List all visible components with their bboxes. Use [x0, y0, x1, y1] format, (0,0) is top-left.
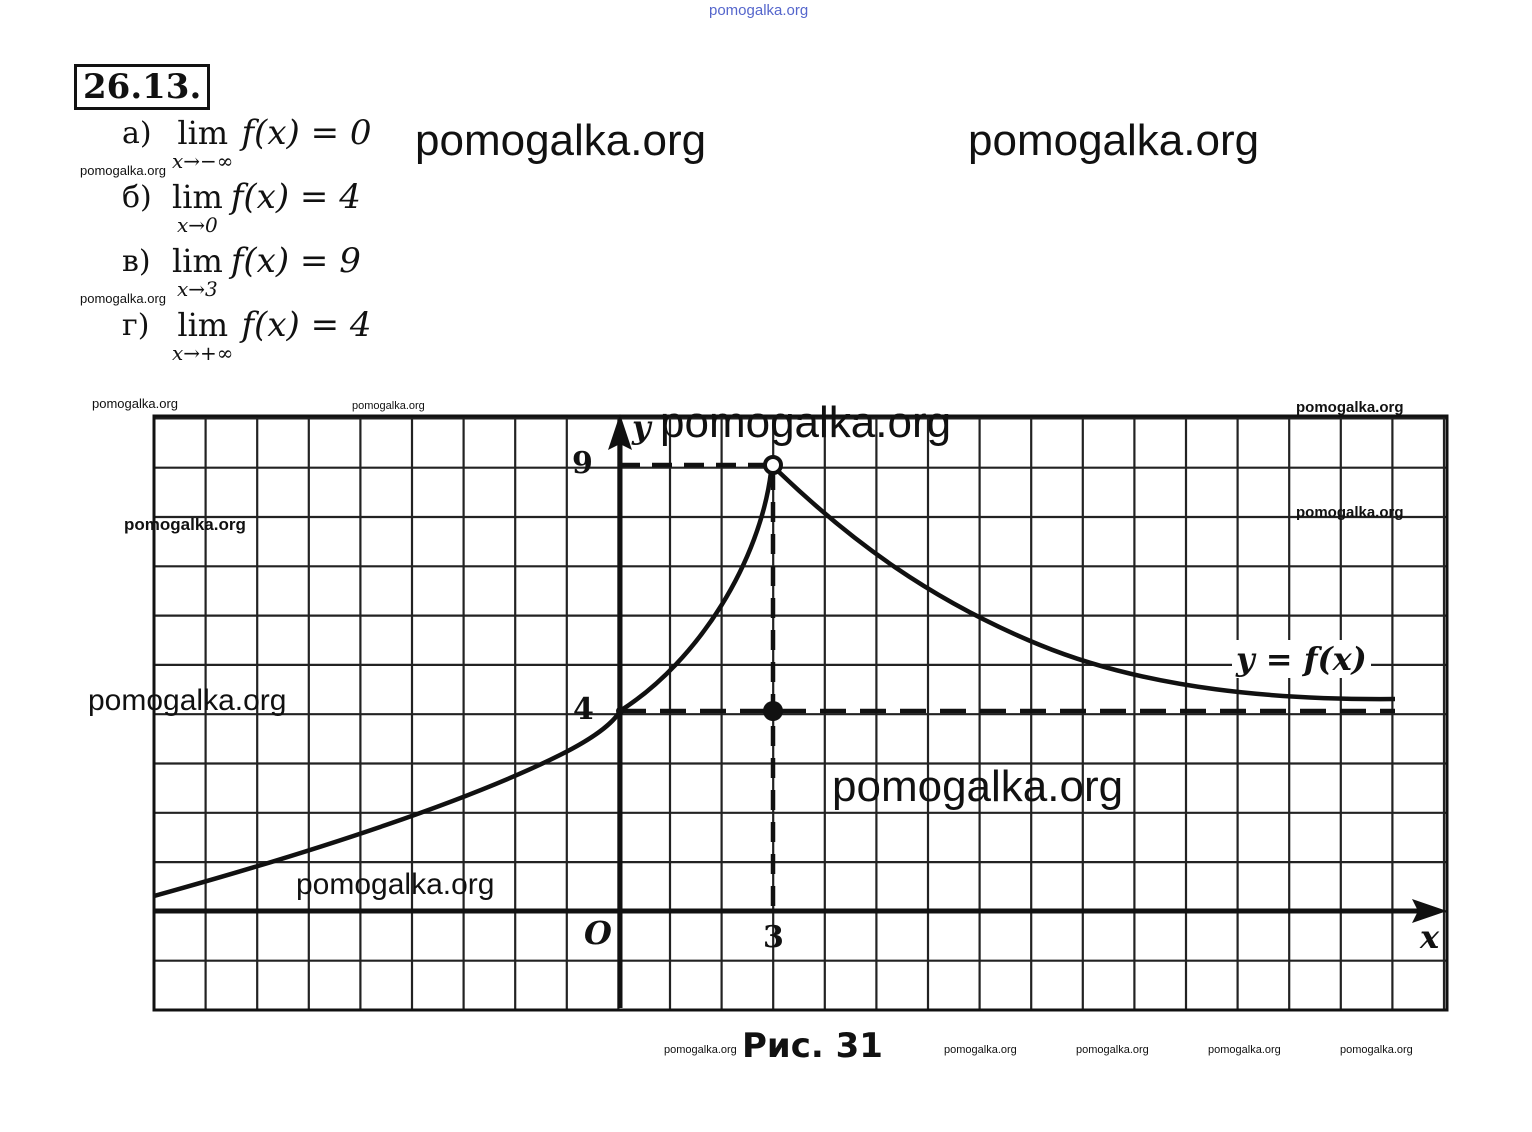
lim-word: lim [172, 242, 223, 280]
watermark: pomogalka.org [664, 1044, 737, 1056]
item-label: б) [122, 180, 152, 215]
lim-word: lim [177, 306, 229, 344]
watermark: pomogalka.org [1340, 1044, 1413, 1056]
lim-subscript: x→0 [177, 213, 218, 237]
watermark: pomogalka.org [80, 163, 166, 178]
watermark: pomogalka.org [124, 515, 246, 534]
watermark: pomogalka.org [80, 291, 166, 306]
lim-subscript: x→3 [177, 277, 218, 301]
watermark: pomogalka.org [1208, 1044, 1281, 1056]
lim-word: lim [177, 114, 229, 152]
origin-label: O [584, 914, 612, 952]
filled-point-3-4 [763, 701, 783, 721]
y-intercept-point [616, 707, 624, 715]
limit-expression: f(x) = 4 [241, 305, 372, 345]
limit-expression: f(x) = 0 [241, 113, 372, 153]
watermark: pomogalka.org [660, 398, 952, 447]
watermark: pomogalka.org [968, 116, 1260, 165]
lim-subscript: x→−∞ [172, 149, 234, 173]
tick-label-x3: 3 [763, 920, 784, 955]
tick-label-y9: 9 [572, 446, 593, 481]
y-axis-label: y [632, 408, 651, 446]
watermark: pomogalka.org [832, 762, 1124, 811]
figure-caption: Рис. 31 [742, 1026, 883, 1066]
watermark: pomogalka.org [352, 400, 425, 412]
watermark: pomogalka.org [88, 684, 287, 717]
lim-subscript: x→+∞ [172, 341, 234, 365]
watermark: pomogalka.org [415, 116, 707, 165]
item-label: в) [122, 244, 151, 279]
watermark: pomogalka.org [944, 1044, 1017, 1056]
watermark: pomogalka.org [296, 868, 495, 901]
item-label: а) [122, 116, 152, 151]
item-label: г) [122, 308, 150, 343]
tick-label-y4: 4 [573, 692, 594, 727]
lim-word: lim [172, 178, 223, 216]
watermark: pomogalka.org [1296, 504, 1404, 521]
x-axis-label: x [1420, 918, 1440, 956]
watermark: pomogalka.org [1076, 1044, 1149, 1056]
limit-expression: f(x) = 4 [230, 177, 361, 217]
curve-label: y = f(x) [1232, 640, 1371, 678]
watermark: pomogalka.org [1296, 399, 1404, 416]
limit-expression: f(x) = 9 [230, 241, 361, 281]
problem-number: 26.13. [74, 64, 210, 110]
watermark-top: pomogalka.org [709, 2, 809, 19]
open-point-3-9 [765, 457, 781, 473]
watermark: pomogalka.org [92, 396, 178, 411]
